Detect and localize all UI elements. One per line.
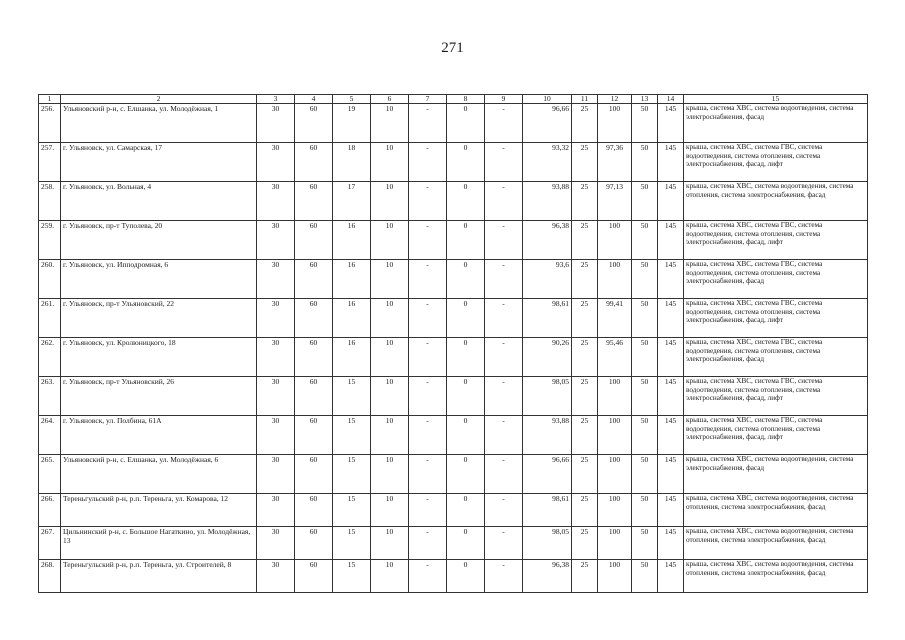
value-cell-10: 93,6 [523,260,572,299]
column-header: 1 [39,95,61,104]
value-cell-10: 96,66 [523,455,572,494]
value-cell-13: 50 [632,527,658,560]
value-cell-11: 25 [572,299,598,338]
address-cell: г. Ульяновск, ул. Полбина, 61А [61,416,257,455]
value-cell-5: 15 [333,560,371,593]
value-cell-3: 30 [257,299,295,338]
value-cell-11: 25 [572,455,598,494]
value-cell-7: - [409,527,447,560]
value-cell-13: 50 [632,299,658,338]
works-cell: крыша, система ХВС, система водоотведения, система отопления, система электроснабжения, фасад [684,527,868,560]
value-cell-14: 145 [658,416,684,455]
value-cell-14: 145 [658,299,684,338]
address-cell: г. Ульяновск, ул. Вольная, 4 [61,182,257,221]
value-cell-11: 25 [572,143,598,182]
row-number: 256. [39,104,61,143]
value-cell-9: - [485,527,523,560]
value-cell-6: 10 [371,104,409,143]
table-row [39,527,868,560]
value-cell-4: 60 [295,527,333,560]
value-cell-8: 0 [447,527,485,560]
value-cell-6: 10 [371,143,409,182]
value-cell-14: 145 [658,494,684,527]
value-cell-10: 96,66 [523,104,572,143]
value-cell-5: 15 [333,455,371,494]
row-number: 264. [39,416,61,455]
value-cell-14: 145 [658,338,684,377]
table-row [39,182,868,221]
value-cell-13: 50 [632,221,658,260]
value-cell-9: - [485,560,523,593]
address-cell: г. Ульяновск, пр-т Ульяновский, 22 [61,299,257,338]
table-row [39,338,868,377]
value-cell-11: 25 [572,527,598,560]
value-cell-7: - [409,104,447,143]
value-cell-8: 0 [447,416,485,455]
row-number: 262. [39,338,61,377]
works-cell: крыша, система ХВС, система ГВС, система водоотведения, система отопления, система электроснабжения, фасад, лифт [684,299,868,338]
table-row [39,104,868,143]
value-cell-11: 25 [572,221,598,260]
value-cell-12: 100 [598,494,632,527]
value-cell-6: 10 [371,527,409,560]
table-row [39,299,868,338]
value-cell-6: 10 [371,299,409,338]
value-cell-5: 19 [333,104,371,143]
value-cell-9: - [485,416,523,455]
works-cell: крыша, система ХВС, система ГВС, система водоотведения, система отопления, система электроснабжения, фасад, лифт [684,221,868,260]
value-cell-9: - [485,494,523,527]
value-cell-7: - [409,221,447,260]
value-cell-10: 93,88 [523,416,572,455]
value-cell-6: 10 [371,560,409,593]
address-cell: г. Ульяновск, пр-т Туполева, 20 [61,221,257,260]
column-header: 7 [409,95,447,104]
value-cell-9: - [485,338,523,377]
value-cell-11: 25 [572,416,598,455]
value-cell-12: 100 [598,560,632,593]
value-cell-4: 60 [295,182,333,221]
value-cell-12: 97,13 [598,182,632,221]
table-row [39,416,868,455]
value-cell-12: 100 [598,260,632,299]
page-number: 271 [441,40,464,56]
registry-table [38,94,868,593]
value-cell-6: 10 [371,416,409,455]
value-cell-6: 10 [371,494,409,527]
value-cell-4: 60 [295,221,333,260]
column-header: 2 [61,95,257,104]
column-header: 13 [632,95,658,104]
value-cell-9: - [485,455,523,494]
value-cell-13: 50 [632,104,658,143]
value-cell-13: 50 [632,455,658,494]
value-cell-13: 50 [632,338,658,377]
value-cell-3: 30 [257,377,295,416]
row-number: 263. [39,377,61,416]
value-cell-3: 30 [257,560,295,593]
value-cell-6: 10 [371,221,409,260]
row-number: 268. [39,560,61,593]
value-cell-5: 15 [333,494,371,527]
works-cell: крыша, система ХВС, система водоотведения, система электроснабжения, фасад [684,455,868,494]
value-cell-8: 0 [447,377,485,416]
value-cell-13: 50 [632,260,658,299]
row-number: 265. [39,455,61,494]
address-cell: Цильнинский р-н, с. Большое Нагаткино, ул. Молодёжная, 13 [61,527,257,560]
value-cell-12: 100 [598,416,632,455]
table-row [39,455,868,494]
column-header: 11 [572,95,598,104]
value-cell-11: 25 [572,494,598,527]
value-cell-8: 0 [447,338,485,377]
value-cell-12: 95,46 [598,338,632,377]
value-cell-3: 30 [257,260,295,299]
value-cell-5: 18 [333,143,371,182]
value-cell-7: - [409,377,447,416]
value-cell-7: - [409,338,447,377]
row-number: 267. [39,527,61,560]
row-number: 261. [39,299,61,338]
value-cell-8: 0 [447,494,485,527]
value-cell-14: 145 [658,455,684,494]
table-row [39,560,868,593]
value-cell-13: 50 [632,560,658,593]
value-cell-14: 145 [658,221,684,260]
value-cell-9: - [485,143,523,182]
value-cell-7: - [409,260,447,299]
value-cell-6: 10 [371,182,409,221]
address-cell: Тереньгульский р-н, р.п. Тереньга, ул. Строителей, 8 [61,560,257,593]
value-cell-11: 25 [572,104,598,143]
value-cell-9: - [485,221,523,260]
table-row [39,494,868,527]
column-header: 5 [333,95,371,104]
value-cell-3: 30 [257,455,295,494]
works-cell: крыша, система ХВС, система водоотведения, система отопления, система электроснабжения, фасад [684,560,868,593]
value-cell-6: 10 [371,377,409,416]
value-cell-10: 96,38 [523,221,572,260]
value-cell-3: 30 [257,416,295,455]
row-number: 260. [39,260,61,299]
value-cell-9: - [485,104,523,143]
works-cell: крыша, система ХВС, система ГВС, система водоотведения, система отопления, система электроснабжения, фасад, лифт [684,377,868,416]
value-cell-13: 50 [632,143,658,182]
header-row [39,95,868,104]
column-header: 15 [684,95,868,104]
column-header: 6 [371,95,409,104]
row-number: 257. [39,143,61,182]
row-number: 258. [39,182,61,221]
column-header: 10 [523,95,572,104]
value-cell-10: 93,88 [523,182,572,221]
value-cell-11: 25 [572,377,598,416]
table-row [39,377,868,416]
works-cell: крыша, система ХВС, система ГВС, система водоотведения, система отопления, система электроснабжения, фасад [684,338,868,377]
value-cell-13: 50 [632,182,658,221]
value-cell-4: 60 [295,143,333,182]
value-cell-3: 30 [257,338,295,377]
value-cell-10: 98,61 [523,494,572,527]
table-row [39,221,868,260]
value-cell-7: - [409,560,447,593]
value-cell-13: 50 [632,416,658,455]
value-cell-4: 60 [295,260,333,299]
value-cell-9: - [485,182,523,221]
works-cell: крыша, система ХВС, система водоотведения, система отопления, система электроснабжения, фасад [684,182,868,221]
value-cell-4: 60 [295,338,333,377]
value-cell-12: 97,36 [598,143,632,182]
column-header: 12 [598,95,632,104]
value-cell-4: 60 [295,560,333,593]
value-cell-8: 0 [447,260,485,299]
value-cell-11: 25 [572,560,598,593]
table-row [39,260,868,299]
column-header: 9 [485,95,523,104]
value-cell-7: - [409,494,447,527]
address-cell: г. Ульяновск, пр-т Ульяновский, 26 [61,377,257,416]
value-cell-5: 16 [333,338,371,377]
works-cell: крыша, система ХВС, система водоотведения, система электроснабжения, фасад [684,104,868,143]
value-cell-9: - [485,377,523,416]
value-cell-11: 25 [572,260,598,299]
value-cell-7: - [409,299,447,338]
value-cell-14: 145 [658,527,684,560]
value-cell-13: 50 [632,377,658,416]
value-cell-10: 93,32 [523,143,572,182]
value-cell-7: - [409,455,447,494]
value-cell-3: 30 [257,182,295,221]
value-cell-14: 145 [658,182,684,221]
value-cell-14: 145 [658,143,684,182]
value-cell-4: 60 [295,455,333,494]
row-number: 266. [39,494,61,527]
value-cell-14: 145 [658,377,684,416]
value-cell-7: - [409,182,447,221]
row-number: 259. [39,221,61,260]
value-cell-12: 100 [598,527,632,560]
value-cell-11: 25 [572,338,598,377]
value-cell-10: 98,05 [523,377,572,416]
value-cell-8: 0 [447,182,485,221]
value-cell-8: 0 [447,299,485,338]
value-cell-3: 30 [257,143,295,182]
value-cell-8: 0 [447,455,485,494]
value-cell-6: 10 [371,455,409,494]
value-cell-5: 17 [333,182,371,221]
column-header: 8 [447,95,485,104]
value-cell-14: 145 [658,104,684,143]
value-cell-10: 98,05 [523,527,572,560]
value-cell-12: 99,41 [598,299,632,338]
value-cell-12: 100 [598,104,632,143]
value-cell-8: 0 [447,104,485,143]
value-cell-10: 90,26 [523,338,572,377]
value-cell-14: 145 [658,560,684,593]
value-cell-4: 60 [295,494,333,527]
value-cell-12: 100 [598,221,632,260]
value-cell-3: 30 [257,527,295,560]
value-cell-12: 100 [598,455,632,494]
column-header: 4 [295,95,333,104]
value-cell-5: 16 [333,299,371,338]
address-cell: Тереньгульский р-н, р.п. Тереньга, ул. Комарова, 12 [61,494,257,527]
value-cell-3: 30 [257,494,295,527]
value-cell-7: - [409,416,447,455]
table-row [39,143,868,182]
table-body [39,104,868,593]
value-cell-4: 60 [295,416,333,455]
address-cell: г. Ульяновск, ул. Кролюницкого, 18 [61,338,257,377]
table-header [39,95,868,104]
value-cell-4: 60 [295,377,333,416]
value-cell-10: 96,38 [523,560,572,593]
column-header: 3 [257,95,295,104]
works-cell: крыша, система ХВС, система ГВС, система водоотведения, система отопления, система электроснабжения, фасад, лифт [684,143,868,182]
value-cell-3: 30 [257,104,295,143]
value-cell-8: 0 [447,143,485,182]
value-cell-10: 98,61 [523,299,572,338]
works-cell: крыша, система ХВС, система ГВС, система водоотведения, система отопления, система электроснабжения, фасад, лифт [684,416,868,455]
value-cell-4: 60 [295,299,333,338]
value-cell-11: 25 [572,182,598,221]
value-cell-12: 100 [598,377,632,416]
value-cell-5: 16 [333,221,371,260]
works-cell: крыша, система ХВС, система ГВС, система водоотведения, система отопления, система электроснабжения, фасад [684,260,868,299]
value-cell-8: 0 [447,560,485,593]
value-cell-5: 15 [333,416,371,455]
address-cell: Ульяновский р-н, с. Елшанка, ул. Молодёжная, 6 [61,455,257,494]
works-cell: крыша, система ХВС, система водоотведения, система отопления, система электроснабжения, фасад [684,494,868,527]
value-cell-3: 30 [257,221,295,260]
value-cell-9: - [485,260,523,299]
value-cell-5: 15 [333,377,371,416]
value-cell-6: 10 [371,338,409,377]
value-cell-9: - [485,299,523,338]
value-cell-6: 10 [371,260,409,299]
value-cell-13: 50 [632,494,658,527]
address-cell: Ульяновский р-н, с. Елшанка, ул. Молодёжная, 1 [61,104,257,143]
column-header: 14 [658,95,684,104]
address-cell: г. Ульяновск, ул. Ипподромная, 6 [61,260,257,299]
value-cell-7: - [409,143,447,182]
value-cell-8: 0 [447,221,485,260]
value-cell-14: 145 [658,260,684,299]
value-cell-4: 60 [295,104,333,143]
value-cell-5: 15 [333,527,371,560]
value-cell-5: 16 [333,260,371,299]
address-cell: г. Ульяновск, ул. Самарская, 17 [61,143,257,182]
